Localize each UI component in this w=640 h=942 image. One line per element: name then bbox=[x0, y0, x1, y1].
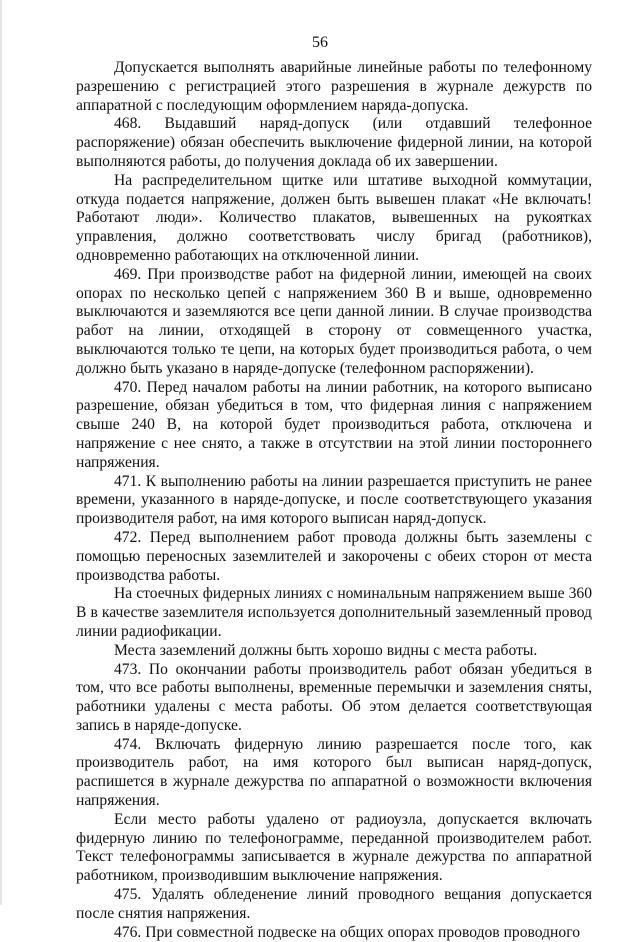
scan-edge bbox=[0, 0, 2, 905]
paragraph: 473. По окончании работы производитель работ обязан убедиться в том, что все работы выполнены, временные перемычки и заземления сняты, работники удалены с места работы. Об этом делается соответствующая запись в наряде-допуске. bbox=[76, 660, 592, 734]
paragraph: 476. При совместной подвеске на общих опорах проводов проводного bbox=[114, 923, 580, 941]
page-number: 56 bbox=[312, 34, 328, 51]
paragraph: 470. Перед началом работы на линии работник, на которого выписано разрешение, обязан убедиться в том, что фидерная линия с напряжением свыше 240 В, на которой будет производиться работа, отключена и напряжение с нее снято, а также в отсутствии на этой линии постороннего напряжения. bbox=[76, 378, 592, 471]
paragraph: 472. Перед выполнением работ провода должны быть заземлены с помощью переносных заземлителей и закорочены с обеих сторон от места производства работы. bbox=[76, 528, 592, 584]
document-body bbox=[76, 59, 592, 942]
paragraph: 469. При производстве работ на фидерной линии, имеющей на своих опорах по несколько цепей с напряжением 360 В и выше, одновременно выключаются и заземляются все цепи данной линии. В случае производства работ на линии, отходящей в сторону от совмещенного участка, выключаются только те цепи, на которых будет производиться работа, о чем должно быть указано в наряде-допуске (телефонном распоряжении). bbox=[76, 265, 592, 377]
paragraph: На стоечных фидерных линиях с номинальным напряжением выше 360 В в качестве заземлителя используется дополнительный заземленный провод линии радиофикации. bbox=[76, 585, 592, 640]
paragraph: Допускается выполнять аварийные линейные работы по телефонному разрешению с регистрацией этого разрешения в журнале дежурств по аппаратной с последующим оформлением наряда-допуска. bbox=[76, 59, 592, 114]
paragraph: На распределительном щитке или штативе выходной коммутации, откуда подается напряжение, должен быть вывешен плакат «Не включать! Работают люди». Количество плакатов, вывешенных на рукоятках управления, должно соответствовать числу бригад (работников), одновременно работающих на отключенной линии. bbox=[76, 171, 592, 264]
paragraph: 471. К выполнению работы на линии разрешается приступить не ранее времени, указанного в наряде-допуске, и после соответствующего указания производителя работ, на имя которого выписан наряд-допуск. bbox=[76, 472, 592, 528]
paragraph: Если место работы удалено от радиоузла, допускается включать фидерную линию по телефонограмме, переданной производителем работ. Текст телефонограммы записывается в журнале дежурства по аппаратной работником, производившим выключение напряжения. bbox=[76, 810, 592, 885]
paragraph: Места заземлений должны быть хорошо видны с места работы. bbox=[114, 641, 538, 659]
paragraph: 475. Удалять обледенение линий проводного вещания допускается после снятия напряжения. bbox=[76, 886, 592, 922]
paragraph: 474. Включать фидерную линию разрешается после того, как производитель работ, на имя которого был выписан наряд-допуск, распишется в журнале дежурства по аппаратной о возможности включения напряжения. bbox=[76, 735, 592, 810]
paragraph: 468. Выдавший наряд-допуск (или отдавший телефонное распоряжение) обязан обеспечить выключение фидерной линии, на которой выполняются работы, до получения доклада об их завершении. bbox=[76, 115, 592, 170]
